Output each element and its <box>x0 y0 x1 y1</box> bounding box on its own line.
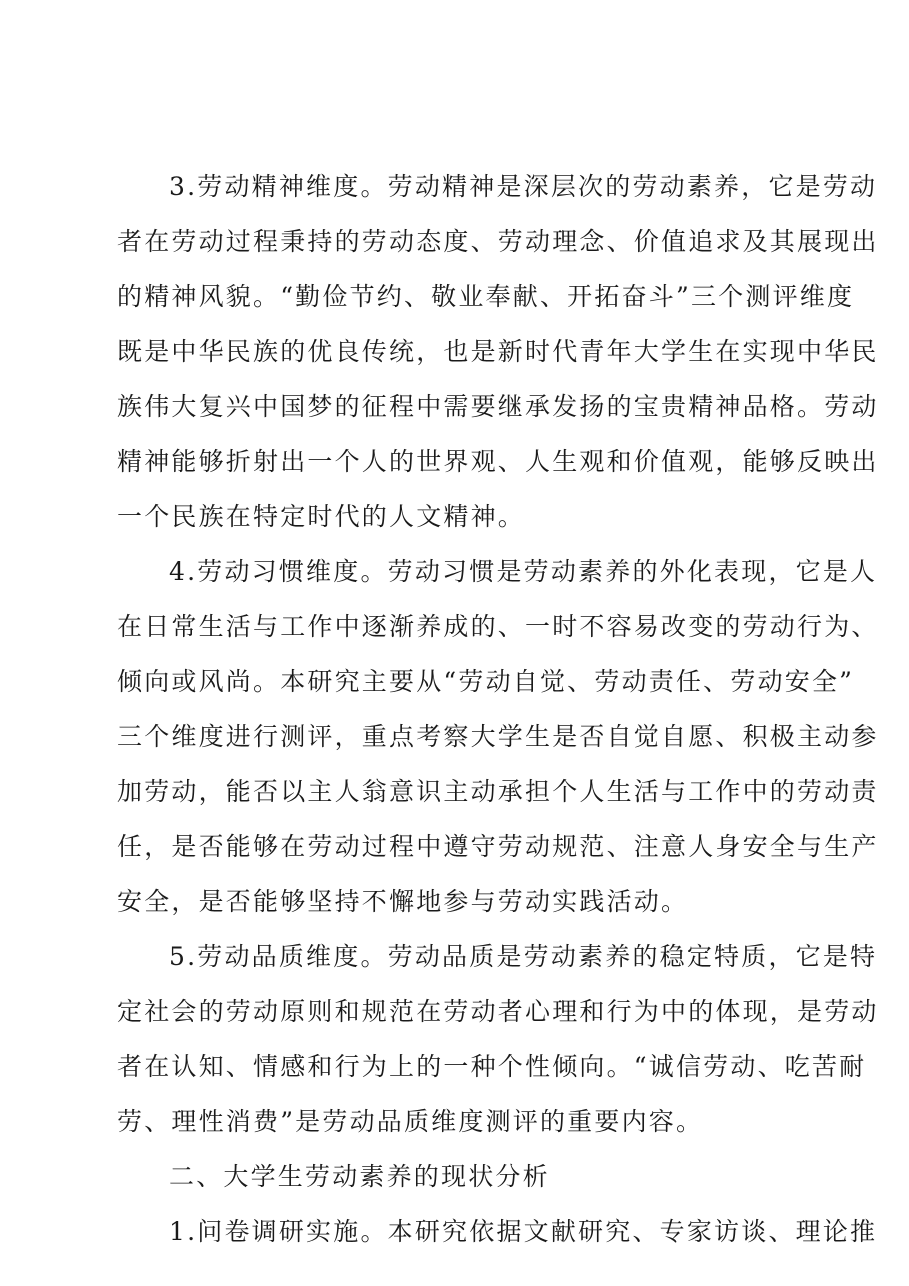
text-line: 既是中华民族的优良传统，也是新时代青年大学生在实现中华民 <box>117 337 879 366</box>
text-line: 在日常生活与工作中逐渐养成的、一时不容易改变的劳动行为、 <box>117 612 879 641</box>
text-line: 者在认知、情感和行为上的一种个性倾向。“诚信劳动、吃苦耐 <box>117 1052 867 1081</box>
text-line: 3.劳动精神维度。劳动精神是深层次的劳动素养，它是劳动 <box>169 172 878 201</box>
paragraph-labor-quality <box>117 929 879 1149</box>
section-heading <box>117 1149 807 1204</box>
text-line: 任，是否能够在劳动过程中遵守劳动规范、注意人身安全与生产 <box>117 832 879 861</box>
text-line: 1.问卷调研实施。本研究依据文献研究、专家访谈、理论推 <box>169 1217 878 1246</box>
paragraph-labor-habit <box>117 544 879 929</box>
text-line: 安全，是否能够坚持不懈地参与劳动实践活动。 <box>117 887 689 916</box>
text-line: 4.劳动习惯维度。劳动习惯是劳动素养的外化表现，它是人 <box>169 557 878 586</box>
text-line: 精神能够折射出一个人的世界观、人生观和价值观，能够反映出 <box>117 447 879 476</box>
text-line: 劳、理性消费”是劳动品质维度测评的重要内容。 <box>117 1107 704 1136</box>
text-line: 族伟大复兴中国梦的征程中需要继承发扬的宝贵精神品格。劳动 <box>117 392 879 421</box>
paragraph-survey-implementation <box>117 1204 878 1259</box>
text-line: 倾向或风尚。本研究主要从“劳动自觉、劳动责任、劳动安全” <box>117 667 855 696</box>
text-line: 定社会的劳动原则和规范在劳动者心理和行为中的体现，是劳动 <box>117 997 879 1026</box>
text-line: 的精神风貌。“勤俭节约、敬业奉献、开拓奋斗”三个测评维度 <box>117 282 855 311</box>
text-line: 一个民族在特定时代的人文精神。 <box>117 502 526 531</box>
section-heading-text: 二、大学生劳动素养的现状分析 <box>169 1162 550 1191</box>
text-line: 者在劳动过程秉持的劳动态度、劳动理念、价值追求及其展现出 <box>117 227 879 256</box>
document-body <box>117 159 879 1259</box>
text-line: 三个维度进行测评，重点考察大学生是否自觉自愿、积极主动参 <box>117 722 879 751</box>
text-line: 加劳动，能否以主人翁意识主动承担个人生活与工作中的劳动责 <box>117 777 879 806</box>
text-line: 5.劳动品质维度。劳动品质是劳动素养的稳定特质，它是特 <box>169 942 878 971</box>
paragraph-labor-spirit <box>117 159 879 544</box>
